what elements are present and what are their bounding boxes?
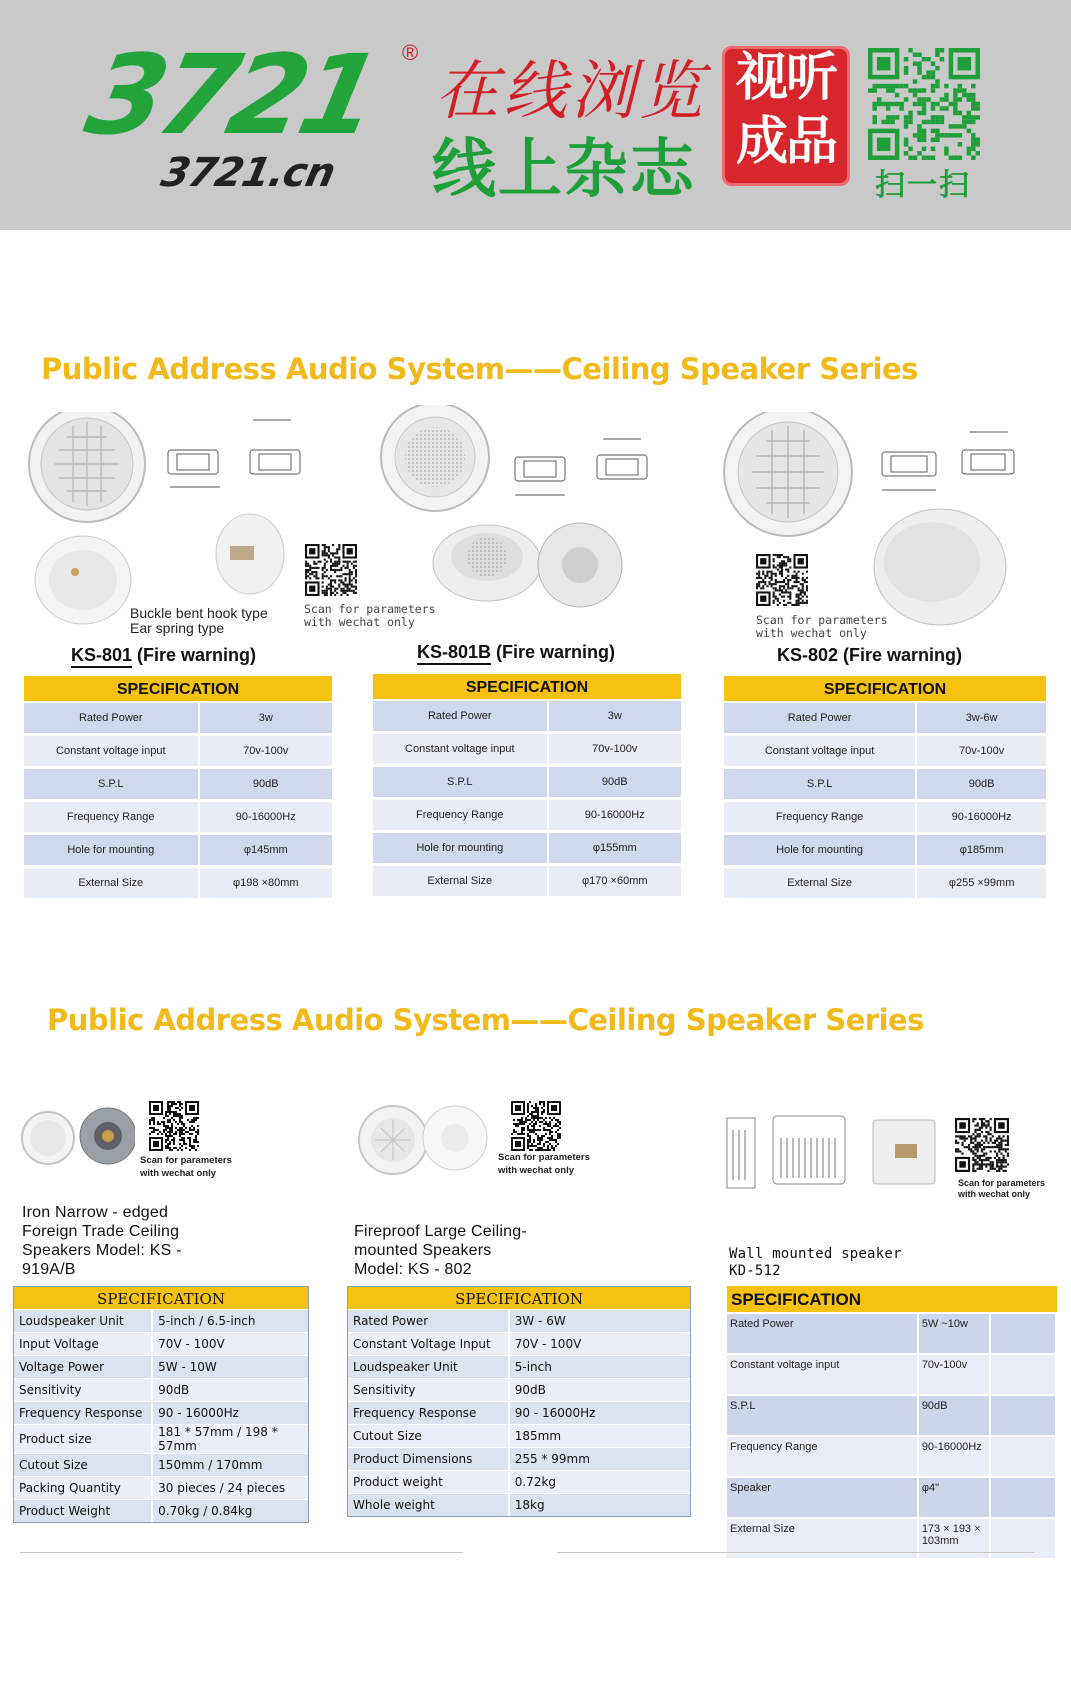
spec-label: Constant Voltage Input xyxy=(348,1333,509,1356)
caption-line: Foreign Trade Ceiling xyxy=(22,1223,180,1240)
scan-note xyxy=(140,1154,232,1180)
spec-value: 3w xyxy=(549,701,681,731)
spec-row xyxy=(724,703,1046,733)
slogan-online-magazine: 线上杂志 xyxy=(432,133,696,207)
spec-label: Rated Power xyxy=(724,703,917,733)
spec-value: 3w-6w xyxy=(917,703,1046,733)
spec-label: External Size xyxy=(24,868,200,898)
spec-value: 0.70kg / 0.84kg xyxy=(152,1500,308,1523)
slogan-browse-online: 在线浏览 xyxy=(435,55,707,129)
spec-row xyxy=(373,734,681,764)
spec-empty-cell xyxy=(990,1313,1056,1354)
brand-domain[interactable]: 3721.cn xyxy=(157,150,339,196)
qr-code-icon[interactable] xyxy=(756,554,808,606)
spec-value: 90dB xyxy=(200,769,332,799)
caption-line: Fireproof Large Ceiling- xyxy=(354,1223,527,1240)
ks919-product-image xyxy=(20,1100,135,1172)
spec-row xyxy=(727,1436,1056,1477)
spec-label: Hole for mounting xyxy=(373,833,549,863)
spec-table xyxy=(24,700,332,901)
spec-label: External Size xyxy=(724,868,917,898)
qr-code-icon[interactable] xyxy=(508,1101,564,1151)
spec-value: φ4" xyxy=(918,1477,990,1518)
ks919-caption xyxy=(22,1203,182,1279)
spec-row xyxy=(373,767,681,797)
spec-table xyxy=(373,698,681,899)
spec-row xyxy=(24,835,332,865)
caption-line: Ear spring type xyxy=(130,620,225,636)
caption-line: mounted Speakers xyxy=(354,1242,492,1259)
spec-value: 70v-100v xyxy=(549,734,681,764)
spec-value: φ170 ×60mm xyxy=(549,866,681,896)
spec-row xyxy=(724,769,1046,799)
spec-table xyxy=(727,1312,1057,1558)
spec-value: 90dB xyxy=(152,1379,308,1402)
ks802-model-title xyxy=(777,645,962,666)
spec-value: 90dB xyxy=(917,769,1046,799)
spec-row xyxy=(727,1354,1056,1395)
header-banner xyxy=(0,0,1071,230)
spec-value: 90-16000Hz xyxy=(918,1436,990,1477)
spec-row xyxy=(348,1471,690,1494)
spec-row xyxy=(348,1494,690,1517)
spec-row xyxy=(348,1448,690,1471)
caption-line: Iron Narrow - edged xyxy=(22,1204,169,1221)
spec-value: φ185mm xyxy=(917,835,1046,865)
ks802-large-caption xyxy=(354,1222,527,1279)
spec-value: 70v-100v xyxy=(917,736,1046,766)
ks801-product-image xyxy=(25,412,320,632)
section-1-title: Public Address Audio System——Ceiling Speaker Series xyxy=(41,352,918,386)
spec-row xyxy=(14,1356,308,1379)
caption-line: KD-512 xyxy=(729,1263,781,1279)
scan-note-line: with wechat only xyxy=(140,1168,217,1179)
caption-line: Buckle bent hook type xyxy=(130,605,268,621)
kd512-spec-table xyxy=(727,1286,1057,1558)
spec-label: S.P.L xyxy=(24,769,200,799)
spec-row xyxy=(24,802,332,832)
model-suffix: (Fire warning) xyxy=(838,645,963,665)
spec-label: Constant voltage input xyxy=(724,736,917,766)
spec-value: φ198 ×80mm xyxy=(200,868,332,898)
spec-label: Frequency Range xyxy=(24,802,200,832)
scan-note-line: Scan for parameters xyxy=(756,613,888,627)
spec-table xyxy=(348,1309,690,1516)
spec-value: 70v-100v xyxy=(918,1354,990,1395)
caption-line: Model: KS - 802 xyxy=(354,1261,472,1278)
spec-value: 150mm / 170mm xyxy=(152,1454,308,1477)
seal-line-1: 视听 xyxy=(735,48,836,108)
spec-row xyxy=(373,833,681,863)
model-code: KS-801 xyxy=(71,645,132,668)
spec-row xyxy=(724,835,1046,865)
spec-row xyxy=(14,1454,308,1477)
spec-value: 70v-100v xyxy=(200,736,332,766)
spec-label: Product Weight xyxy=(14,1500,152,1523)
model-suffix: (Fire warning) xyxy=(132,645,257,665)
spec-label: Frequency Range xyxy=(724,802,917,832)
spec-label: Sensitivity xyxy=(14,1379,152,1402)
scan-note-line: Scan for parameters xyxy=(140,1155,232,1166)
scan-note-line: with wechat only xyxy=(498,1165,575,1176)
model-code: KS-802 xyxy=(777,645,839,665)
spec-label: S.P.L xyxy=(727,1395,918,1436)
scan-note xyxy=(498,1151,590,1177)
registered-mark: ® xyxy=(402,40,419,65)
spec-value: 5W - 10W xyxy=(152,1356,308,1379)
caption-line: Wall mounted speaker xyxy=(729,1246,902,1262)
spec-table xyxy=(14,1309,308,1522)
qr-code-icon[interactable] xyxy=(305,544,357,596)
spec-value: 18kg xyxy=(509,1494,690,1517)
spec-row xyxy=(727,1395,1056,1436)
spec-row xyxy=(348,1333,690,1356)
scan-note-line: with wechat only xyxy=(304,615,415,629)
spec-row xyxy=(14,1477,308,1500)
ks801-model-title xyxy=(71,645,256,666)
spec-header: SPECIFICATION xyxy=(348,1287,690,1309)
spec-label: Frequency Range xyxy=(727,1436,918,1477)
spec-label: Rated Power xyxy=(727,1313,918,1354)
spec-empty-cell xyxy=(990,1354,1056,1395)
spec-label: Hole for mounting xyxy=(724,835,917,865)
model-suffix: (Fire warning) xyxy=(491,642,616,662)
spec-label: Rated Power xyxy=(348,1310,509,1333)
scan-note-line: with wechat only xyxy=(756,626,867,640)
spec-empty-cell xyxy=(990,1477,1056,1518)
caption-line: 919A/B xyxy=(22,1261,76,1278)
spec-label: S.P.L xyxy=(724,769,917,799)
spec-label: Product weight xyxy=(348,1471,509,1494)
scan-note-line: with wechat only xyxy=(958,1189,1031,1199)
spec-value: φ145mm xyxy=(200,835,332,865)
spec-value: 0.72kg xyxy=(509,1471,690,1494)
spec-value: 3W - 6W xyxy=(509,1310,690,1333)
spec-label: Constant voltage input xyxy=(727,1354,918,1395)
qr-code-icon[interactable] xyxy=(954,1118,1010,1172)
spec-value: 90-16000Hz xyxy=(200,802,332,832)
divider xyxy=(20,1552,463,1553)
spec-row xyxy=(14,1310,308,1333)
qr-code-icon[interactable] xyxy=(868,48,980,160)
spec-value: 185mm xyxy=(509,1425,690,1448)
spec-value: 173 × 193 × 103mm xyxy=(918,1518,990,1558)
spec-label: Cutout Size xyxy=(14,1454,152,1477)
spec-value: 3w xyxy=(200,703,332,733)
ks801b-model-title xyxy=(417,642,615,663)
ks802-large-spec-table xyxy=(347,1286,691,1517)
spec-value: 70V - 100V xyxy=(509,1333,690,1356)
spec-value: 5W ~10w xyxy=(918,1313,990,1354)
spec-label: Packing Quantity xyxy=(14,1477,152,1500)
spec-label: Voltage Power xyxy=(14,1356,152,1379)
kd512-product-image xyxy=(725,1100,945,1200)
seal-line-2: 成品 xyxy=(735,112,836,172)
spec-label: Frequency Response xyxy=(348,1402,509,1425)
spec-row xyxy=(348,1425,690,1448)
spec-label: Product size xyxy=(14,1425,152,1454)
scan-caption: 扫一扫 xyxy=(875,168,971,203)
ks801-mount-type xyxy=(130,606,268,636)
spec-value: 90-16000Hz xyxy=(549,800,681,830)
spec-value: 90-16000Hz xyxy=(917,802,1046,832)
spec-table xyxy=(724,700,1046,901)
spec-label: Frequency Range xyxy=(373,800,549,830)
spec-row xyxy=(724,736,1046,766)
spec-value: 255 * 99mm xyxy=(509,1448,690,1471)
spec-label: External Size xyxy=(373,866,549,896)
spec-row xyxy=(724,868,1046,898)
spec-row xyxy=(14,1333,308,1356)
spec-label: Input Voltage xyxy=(14,1333,152,1356)
model-code: KS-801B xyxy=(417,642,491,665)
scan-note-line: Scan for parameters xyxy=(958,1178,1046,1188)
spec-row xyxy=(348,1356,690,1379)
spec-label: Product Dimensions xyxy=(348,1448,509,1471)
spec-value: 90dB xyxy=(549,767,681,797)
spec-row xyxy=(24,736,332,766)
spec-row xyxy=(373,800,681,830)
spec-header: SPECIFICATION xyxy=(24,676,332,701)
spec-row xyxy=(724,802,1046,832)
spec-header: SPECIFICATION xyxy=(724,676,1046,701)
spec-label: Constant voltage input xyxy=(373,734,549,764)
scan-note-line: Scan for parameters xyxy=(498,1152,590,1163)
spec-row xyxy=(373,701,681,731)
spec-label: Loudspeaker Unit xyxy=(348,1356,509,1379)
spec-value: 5-inch xyxy=(509,1356,690,1379)
spec-row xyxy=(24,769,332,799)
spec-row xyxy=(348,1379,690,1402)
ks802-large-product-image xyxy=(355,1098,490,1180)
spec-value: 90dB xyxy=(918,1395,990,1436)
brand-logo[interactable]: 3721 xyxy=(76,31,386,159)
spec-row xyxy=(24,703,332,733)
spec-value: 5-inch / 6.5-inch xyxy=(152,1310,308,1333)
spec-value: 70V - 100V xyxy=(152,1333,308,1356)
spec-label: Sensitivity xyxy=(348,1379,509,1402)
spec-row xyxy=(373,866,681,896)
spec-label: Frequency Response xyxy=(14,1402,152,1425)
scan-note xyxy=(958,1178,1045,1200)
spec-row xyxy=(727,1477,1056,1518)
scan-note xyxy=(756,614,888,640)
spec-header: SPECIFICATION xyxy=(14,1287,308,1309)
spec-label: Rated Power xyxy=(373,701,549,731)
caption-line: Speakers Model: KS - xyxy=(22,1242,182,1259)
spec-label: Hole for mounting xyxy=(24,835,200,865)
qr-code-icon[interactable] xyxy=(147,1101,201,1151)
spec-row xyxy=(348,1402,690,1425)
spec-header: SPECIFICATION xyxy=(373,674,681,699)
divider xyxy=(557,1552,1034,1553)
spec-empty-cell xyxy=(990,1395,1056,1436)
spec-value: 90 - 16000Hz xyxy=(509,1402,690,1425)
spec-label: Loudspeaker Unit xyxy=(14,1310,152,1333)
spec-row xyxy=(727,1313,1056,1354)
spec-value: φ155mm xyxy=(549,833,681,863)
spec-row xyxy=(24,868,332,898)
spec-value: 181 * 57mm / 198 * 57mm xyxy=(152,1425,308,1454)
spec-row xyxy=(14,1500,308,1523)
ks801b-product-image xyxy=(375,405,675,635)
spec-row xyxy=(14,1402,308,1425)
kd512-caption xyxy=(729,1246,902,1280)
spec-label: S.P.L xyxy=(373,767,549,797)
ks919-spec-table xyxy=(13,1286,309,1523)
spec-row xyxy=(14,1425,308,1454)
spec-row xyxy=(348,1310,690,1333)
spec-value: 90dB xyxy=(509,1379,690,1402)
scan-note-line: Scan for parameters xyxy=(304,602,436,616)
spec-value: φ255 ×99mm xyxy=(917,868,1046,898)
spec-label: Rated Power xyxy=(24,703,200,733)
section-2-title: Public Address Audio System——Ceiling Speaker Series xyxy=(47,1003,924,1037)
spec-label: Constant voltage input xyxy=(24,736,200,766)
spec-label: Whole weight xyxy=(348,1494,509,1517)
spec-value: 30 pieces / 24 pieces xyxy=(152,1477,308,1500)
spec-row xyxy=(14,1379,308,1402)
spec-value: 90 - 16000Hz xyxy=(152,1402,308,1425)
spec-label: External Size xyxy=(727,1518,918,1558)
spec-header: SPECIFICATION xyxy=(727,1286,1057,1312)
spec-label: Cutout Size xyxy=(348,1425,509,1448)
red-seal-badge xyxy=(722,46,850,186)
spec-label: Speaker xyxy=(727,1477,918,1518)
spec-empty-cell xyxy=(990,1436,1056,1477)
